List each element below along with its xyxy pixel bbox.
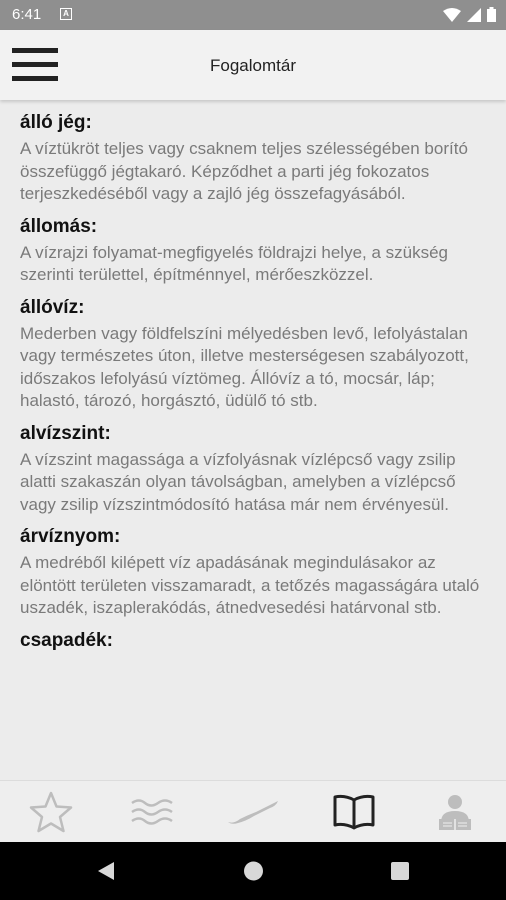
book-icon: [332, 794, 376, 830]
page-title: Fogalomtár: [210, 56, 296, 75]
glossary-entry: [20, 423, 486, 517]
glossary-term: állóvíz:: [20, 296, 85, 318]
glossary-term: álló jég:: [20, 112, 92, 133]
glossary-term: csapadék:: [20, 629, 113, 651]
glossary-entry: [20, 112, 486, 206]
glossary-entry: [20, 216, 486, 287]
notification-icon: A: [60, 8, 72, 20]
reader-icon: [435, 792, 475, 832]
signal-icon: [467, 8, 481, 22]
app-bar: [0, 30, 506, 100]
battery-icon: [487, 7, 496, 22]
recents-icon[interactable]: [390, 860, 410, 882]
system-nav-bar: [0, 842, 506, 900]
waves-icon: [130, 797, 174, 827]
glossary-entry: [20, 297, 486, 413]
glossary-term: alvízszint:: [20, 422, 111, 444]
tab-favorites[interactable]: [11, 781, 91, 843]
tab-map[interactable]: [213, 781, 293, 843]
status-icons: [443, 7, 496, 22]
tab-water-levels[interactable]: [112, 781, 192, 843]
star-icon: [29, 791, 73, 833]
bottom-nav: [0, 780, 506, 843]
glossary-entry: [20, 526, 486, 620]
glossary-definition: A medréből kilépett víz apadásának megindulásakor az elöntött területen visszamaradt, a tetőzés magasságára utaló uszadék, iszaplerakódás, átnedvesedési határvonal stb.: [20, 553, 480, 617]
glossary-definition: Mederben vagy földfelszíni mélyedésben levő, lefolyástalan vagy természetes úton, illetve mesterségesen szabályozott, időszakos lefolyású víztömeg. Állóvíz a tó, mocsár, láp; halastó, tározó, horgásztó, üdülő tó stb.: [20, 323, 469, 410]
glossary-definition: A víztükröt teljes vagy csaknem teljes szélességében borító összefüggő jégtakaró. Képződhet a parti jég fokozatos terjeszkedéséből vagy a zajló jég összefagyásából.: [20, 139, 468, 203]
lake-map-icon: [226, 799, 280, 825]
glossary-entry: [20, 630, 486, 652]
wifi-icon: [443, 8, 461, 22]
home-icon[interactable]: [243, 860, 264, 882]
glossary-list[interactable]: [0, 100, 506, 780]
back-icon[interactable]: [96, 860, 116, 882]
glossary-definition: A vízszint magassága a vízfolyásnak vízlépcső vagy zsilip alatti szakaszán olyan távolságban, amelyben a vízlépcső vagy zsilip vízszintmódosító hatása már nem érvényesül.: [20, 449, 456, 514]
glossary-term: állomás:: [20, 215, 98, 237]
glossary-definition: A vízrajzi folyamat-megfigyelés földrajzi helye, a szükség szerinti területtel, építménnyel, mérőeszközzel.: [20, 242, 449, 284]
tab-glossary[interactable]: [314, 781, 394, 843]
glossary-term: árvíznyom:: [20, 526, 121, 547]
status-time: 6:41: [12, 6, 42, 23]
status-bar: [0, 0, 506, 30]
tab-about[interactable]: [415, 781, 495, 843]
